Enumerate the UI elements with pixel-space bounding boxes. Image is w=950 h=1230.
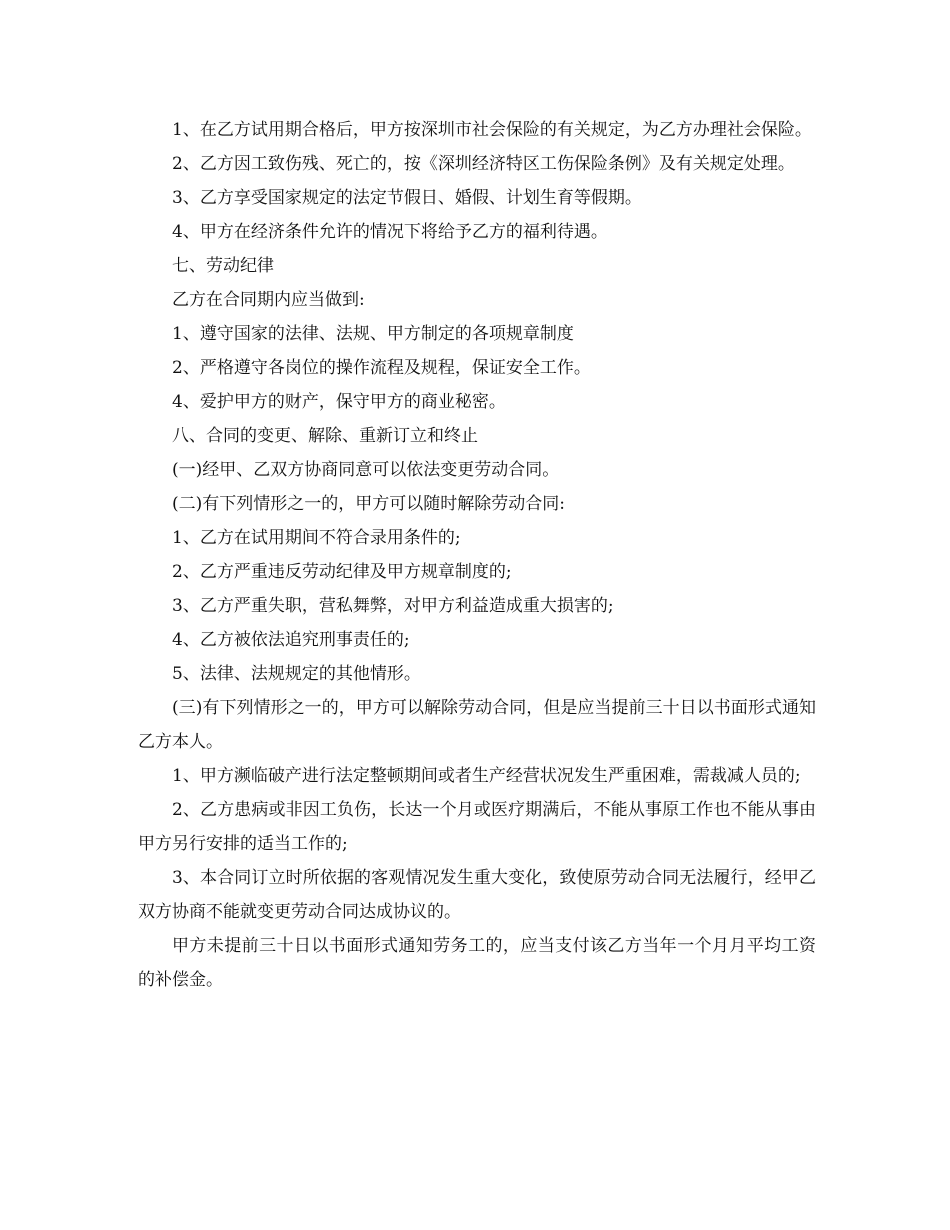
section-heading: 八、合同的变更、解除、重新订立和终止 (172, 426, 478, 446)
paragraph: 3、乙方享受国家规定的法定节假日、婚假、计划生育等假期。 (172, 188, 642, 208)
paragraph: 2、乙方因工致伤残、死亡的，按《深圳经济特区工伤保险条例》及有关规定处理。 (172, 154, 795, 174)
section-heading: 七、劳动纪律 (172, 256, 274, 276)
document-body (138, 113, 816, 997)
paragraph: 4、爱护甲方的财产，保守甲方的商业秘密。 (172, 392, 506, 412)
paragraph: (三)有下列情形之一的，甲方可以解除劳动合同，但是应当提前三十日以书面形式通知乙方本人。 (138, 698, 816, 752)
paragraph: 1、甲方濒临破产进行法定整顿期间或者生产经营状况发生严重困难，需裁减人员的; (172, 766, 801, 786)
paragraph: 1、在乙方试用期合格后，甲方按深圳市社会保险的有关规定，为乙方办理社会保险。 (172, 120, 812, 140)
paragraph: 3、本合同订立时所依据的客观情况发生重大变化，致使原劳动合同无法履行，经甲乙双方协商不能就变更劳动合同达成协议的。 (138, 868, 816, 922)
paragraph: (一)经甲、乙双方协商同意可以依法变更劳动合同。 (172, 460, 560, 480)
paragraph: (二)有下列情形之一的，甲方可以随时解除劳动合同: (172, 494, 565, 514)
paragraph: 4、乙方被依法追究刑事责任的; (172, 630, 410, 650)
paragraph: 1、遵守国家的法律、法规、甲方制定的各项规章制度 (172, 324, 574, 344)
paragraph: 2、乙方严重违反劳动纪律及甲方规章制度的; (172, 562, 512, 582)
paragraph: 1、乙方在试用期间不符合录用条件的; (172, 528, 461, 548)
paragraph: 3、乙方严重失职，营私舞弊，对甲方利益造成重大损害的; (172, 596, 614, 616)
paragraph: 2、乙方患病或非因工负伤，长达一个月或医疗期满后，不能从事原工作也不能从事由甲方另行安排的适当工作的; (138, 800, 816, 854)
paragraph: 5、法律、法规规定的其他情形。 (172, 664, 421, 684)
paragraph: 4、甲方在经济条件允许的情况下将给予乙方的福利待遇。 (172, 222, 608, 242)
paragraph: 乙方在合同期内应当做到: (172, 290, 365, 310)
paragraph: 甲方未提前三十日以书面形式通知劳务工的，应当支付该乙方当年一个月月平均工资的补偿金。 (138, 936, 816, 990)
paragraph: 2、严格遵守各岗位的操作流程及规程，保证安全工作。 (172, 358, 591, 378)
